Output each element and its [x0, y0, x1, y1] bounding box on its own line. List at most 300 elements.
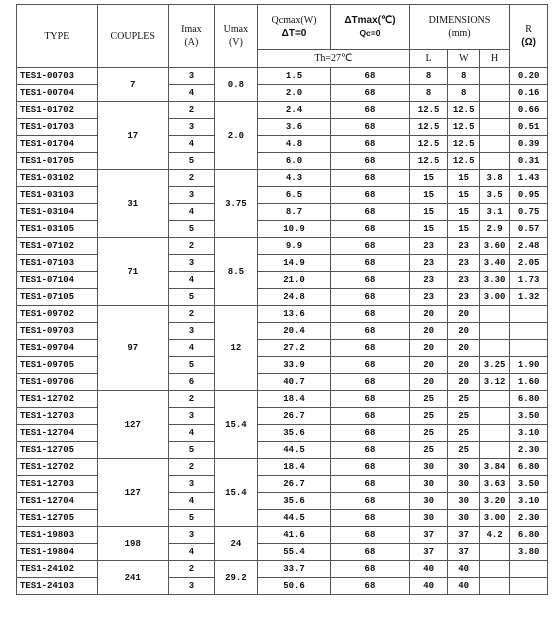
r-cell — [510, 323, 548, 340]
qcmax-cell: 10.9 — [257, 221, 330, 238]
imax-cell: 2 — [168, 306, 214, 323]
table-row — [17, 476, 548, 493]
dim-h-cell — [479, 85, 509, 102]
qcmax-cell: 50.6 — [257, 578, 330, 595]
r-cell: 2.05 — [510, 255, 548, 272]
dim-l-cell: 40 — [409, 578, 448, 595]
table-row — [17, 357, 548, 374]
imax-cell: 4 — [168, 340, 214, 357]
dim-w-cell: 15 — [448, 187, 479, 204]
table-row — [17, 527, 548, 544]
table-row — [17, 289, 548, 306]
dtmax-cell: 68 — [331, 340, 410, 357]
qcmax-cell: 44.5 — [257, 442, 330, 459]
dim-w-cell: 12.5 — [448, 153, 479, 170]
umax-cell: 2.0 — [214, 102, 257, 170]
umax-cell: 24 — [214, 527, 257, 561]
table-row — [17, 306, 548, 323]
umax-cell: 8.5 — [214, 238, 257, 306]
dim-l-cell: 15 — [409, 221, 448, 238]
table-row — [17, 459, 548, 476]
table-row — [17, 510, 548, 527]
type-cell: TES1-12703 — [17, 476, 98, 493]
table-header — [17, 5, 548, 68]
qcmax-cell: 3.6 — [257, 119, 330, 136]
type-cell: TES1-01703 — [17, 119, 98, 136]
dim-w-cell: 25 — [448, 391, 479, 408]
dtmax-cell: 68 — [331, 510, 410, 527]
r-header: R (Ω) — [510, 5, 548, 68]
type-cell: TES1-12702 — [17, 459, 98, 476]
umax-cell: 15.4 — [214, 459, 257, 527]
dim-h-cell — [479, 119, 509, 136]
type-cell: TES1-09702 — [17, 306, 98, 323]
dim-l-cell: 23 — [409, 272, 448, 289]
type-cell: TES1-12703 — [17, 408, 98, 425]
r-cell: 0.95 — [510, 187, 548, 204]
dim-h-cell: 3.30 — [479, 272, 509, 289]
qcmax-cell: 18.4 — [257, 391, 330, 408]
dim-h-cell: 3.1 — [479, 204, 509, 221]
qcmax-cell: 40.7 — [257, 374, 330, 391]
dim-w-cell: 23 — [448, 255, 479, 272]
couples-cell: 31 — [97, 170, 168, 238]
dtmax-cell: 68 — [331, 85, 410, 102]
dim-l-cell: 15 — [409, 187, 448, 204]
table-row — [17, 221, 548, 238]
dtmax-cell: 68 — [331, 425, 410, 442]
dim-w-cell: 25 — [448, 408, 479, 425]
umax-cell: 3.75 — [214, 170, 257, 238]
couples-header: COUPLES — [97, 5, 168, 68]
dtmax-cell: 68 — [331, 204, 410, 221]
r-cell: 3.10 — [510, 493, 548, 510]
imax-cell: 5 — [168, 442, 214, 459]
table-row — [17, 170, 548, 187]
r-cell: 2.30 — [510, 510, 548, 527]
couples-cell: 241 — [97, 561, 168, 595]
type-cell: TES1-09706 — [17, 374, 98, 391]
table-row — [17, 102, 548, 119]
dtmax-cell: 68 — [331, 527, 410, 544]
type-cell: TES1-19803 — [17, 527, 98, 544]
dim-w-cell: 12.5 — [448, 119, 479, 136]
dim-l-cell: 25 — [409, 408, 448, 425]
dim-l-cell: 23 — [409, 255, 448, 272]
dim-w-cell: 40 — [448, 578, 479, 595]
dim-h-cell: 3.8 — [479, 170, 509, 187]
qcmax-cell: 1.5 — [257, 68, 330, 85]
r-cell: 0.31 — [510, 153, 548, 170]
dim-h-cell — [479, 578, 509, 595]
dim-h-cell: 3.20 — [479, 493, 509, 510]
dim-w-cell: 15 — [448, 170, 479, 187]
dim-l-cell: 30 — [409, 493, 448, 510]
imax-cell: 5 — [168, 221, 214, 238]
dim-h-cell: 3.00 — [479, 289, 509, 306]
qcmax-cell: 20.4 — [257, 323, 330, 340]
spec-table — [16, 4, 548, 595]
imax-cell: 4 — [168, 493, 214, 510]
r-cell: 1.90 — [510, 357, 548, 374]
dim-h-cell: 3.12 — [479, 374, 509, 391]
imax-cell: 2 — [168, 459, 214, 476]
dtmax-cell: 68 — [331, 68, 410, 85]
dim-h-cell: 3.84 — [479, 459, 509, 476]
dtmax-cell: 68 — [331, 306, 410, 323]
dim-l-cell: 37 — [409, 544, 448, 561]
table-row — [17, 578, 548, 595]
imax-cell: 4 — [168, 136, 214, 153]
dtmax-cell: 68 — [331, 459, 410, 476]
r-cell: 3.50 — [510, 408, 548, 425]
dim-h-cell — [479, 408, 509, 425]
couples-cell: 7 — [97, 68, 168, 102]
dim-w-cell: 20 — [448, 323, 479, 340]
table-row — [17, 442, 548, 459]
dim-l-cell: 25 — [409, 391, 448, 408]
dim-w-cell: 30 — [448, 459, 479, 476]
imax-cell: 3 — [168, 527, 214, 544]
qcmax-cell: 6.0 — [257, 153, 330, 170]
type-cell: TES1-03102 — [17, 170, 98, 187]
qcmax-cell: 26.7 — [257, 476, 330, 493]
r-cell: 1.32 — [510, 289, 548, 306]
dtmax-cell: 68 — [331, 187, 410, 204]
dtmax-header: ΔTmax(℃) Qc=0 — [331, 5, 410, 50]
dim-l-cell: 23 — [409, 289, 448, 306]
type-cell: TES1-03105 — [17, 221, 98, 238]
imax-cell: 5 — [168, 153, 214, 170]
qcmax-cell: 6.5 — [257, 187, 330, 204]
r-cell: 0.75 — [510, 204, 548, 221]
r-cell — [510, 306, 548, 323]
dim-w-cell: 20 — [448, 374, 479, 391]
r-cell: 0.39 — [510, 136, 548, 153]
umax-cell: 12 — [214, 306, 257, 391]
dim-w-cell: 37 — [448, 527, 479, 544]
dim-l-cell: 30 — [409, 510, 448, 527]
dim-w-cell: 15 — [448, 221, 479, 238]
dim-h-cell — [479, 68, 509, 85]
imax-cell: 3 — [168, 323, 214, 340]
dim-h-cell — [479, 544, 509, 561]
imax-cell: 3 — [168, 119, 214, 136]
type-cell: TES1-07104 — [17, 272, 98, 289]
dim-w-cell: 37 — [448, 544, 479, 561]
qcmax-cell: 4.3 — [257, 170, 330, 187]
imax-cell: 3 — [168, 68, 214, 85]
imax-cell: 3 — [168, 476, 214, 493]
dim-h-cell: 3.60 — [479, 238, 509, 255]
imax-cell: 4 — [168, 272, 214, 289]
dim-w-cell: 30 — [448, 510, 479, 527]
r-cell: 1.60 — [510, 374, 548, 391]
qcmax-cell: 8.7 — [257, 204, 330, 221]
r-cell: 6.80 — [510, 527, 548, 544]
table-row — [17, 204, 548, 221]
dim-l-cell: 25 — [409, 425, 448, 442]
r-cell: 6.80 — [510, 459, 548, 476]
table-row — [17, 255, 548, 272]
dtmax-cell: 68 — [331, 170, 410, 187]
type-cell: TES1-24102 — [17, 561, 98, 578]
dim-l-cell: 20 — [409, 357, 448, 374]
table-row — [17, 238, 548, 255]
type-cell: TES1-03103 — [17, 187, 98, 204]
couples-cell: 127 — [97, 459, 168, 527]
dim-h-cell: 2.9 — [479, 221, 509, 238]
umax-header: Umax (V) — [214, 5, 257, 68]
type-cell: TES1-12705 — [17, 442, 98, 459]
dim-h-cell: 3.25 — [479, 357, 509, 374]
dim-w-cell: 30 — [448, 493, 479, 510]
imax-cell: 5 — [168, 289, 214, 306]
table-row — [17, 391, 548, 408]
dtmax-cell: 68 — [331, 578, 410, 595]
dim-l-cell: 20 — [409, 306, 448, 323]
type-cell: TES1-01702 — [17, 102, 98, 119]
dim-w-cell: 15 — [448, 204, 479, 221]
imax-cell: 6 — [168, 374, 214, 391]
dim-w-cell: 8 — [448, 68, 479, 85]
dim-w-cell: 25 — [448, 425, 479, 442]
qcmax-cell: 33.7 — [257, 561, 330, 578]
dtmax-cell: 68 — [331, 442, 410, 459]
dtmax-cell: 68 — [331, 289, 410, 306]
type-cell: TES1-12704 — [17, 425, 98, 442]
dim-l-cell: 30 — [409, 476, 448, 493]
type-cell: TES1-07103 — [17, 255, 98, 272]
r-cell: 1.73 — [510, 272, 548, 289]
dim-h-cell — [479, 306, 509, 323]
dtmax-cell: 68 — [331, 561, 410, 578]
imax-cell: 2 — [168, 238, 214, 255]
r-cell: 0.66 — [510, 102, 548, 119]
imax-cell: 5 — [168, 357, 214, 374]
imax-cell: 4 — [168, 204, 214, 221]
r-cell: 2.48 — [510, 238, 548, 255]
dim-w-cell: 23 — [448, 289, 479, 306]
dim-l-cell: 20 — [409, 340, 448, 357]
table-row — [17, 374, 548, 391]
dtmax-cell: 68 — [331, 136, 410, 153]
dim-h-cell — [479, 102, 509, 119]
dim-w-cell: 30 — [448, 476, 479, 493]
dimensions-header: DIMENSIONS (mm) — [409, 5, 510, 50]
type-cell: TES1-12705 — [17, 510, 98, 527]
umax-cell: 0.8 — [214, 68, 257, 102]
type-cell: TES1-00703 — [17, 68, 98, 85]
dim-l-cell: 12.5 — [409, 119, 448, 136]
dim-h-cell: 3.5 — [479, 187, 509, 204]
type-cell: TES1-07102 — [17, 238, 98, 255]
type-cell: TES1-07105 — [17, 289, 98, 306]
dim-w-cell: 23 — [448, 272, 479, 289]
qcmax-cell: 14.9 — [257, 255, 330, 272]
r-cell: 0.51 — [510, 119, 548, 136]
table-row — [17, 68, 548, 85]
imax-cell: 4 — [168, 85, 214, 102]
dim-l-cell: 30 — [409, 459, 448, 476]
type-cell: TES1-12704 — [17, 493, 98, 510]
type-cell: TES1-00704 — [17, 85, 98, 102]
dtmax-cell: 68 — [331, 493, 410, 510]
dtmax-cell: 68 — [331, 476, 410, 493]
dim-h-cell: 3.40 — [479, 255, 509, 272]
dim-w-cell: 8 — [448, 85, 479, 102]
qcmax-cell: 35.6 — [257, 493, 330, 510]
type-cell: TES1-12702 — [17, 391, 98, 408]
dim-w-cell: 40 — [448, 561, 479, 578]
dtmax-cell: 68 — [331, 238, 410, 255]
dim-l-cell: 8 — [409, 85, 448, 102]
dim-h-cell: 3.00 — [479, 510, 509, 527]
type-cell: TES1-09704 — [17, 340, 98, 357]
dim-l-cell: 12.5 — [409, 102, 448, 119]
imax-cell: 4 — [168, 425, 214, 442]
qcmax-header: Qcmax(W) ΔT=0 — [257, 5, 330, 50]
umax-cell: 15.4 — [214, 391, 257, 459]
qcmax-cell: 18.4 — [257, 459, 330, 476]
dtmax-cell: 68 — [331, 391, 410, 408]
couples-cell: 198 — [97, 527, 168, 561]
imax-header: Imax (A) — [168, 5, 214, 68]
qcmax-cell: 21.0 — [257, 272, 330, 289]
dim-h-cell — [479, 136, 509, 153]
dim-l-cell: 25 — [409, 442, 448, 459]
dim-w-cell: 20 — [448, 340, 479, 357]
qcmax-cell: 35.6 — [257, 425, 330, 442]
table-row — [17, 561, 548, 578]
dtmax-cell: 68 — [331, 272, 410, 289]
r-cell: 3.10 — [510, 425, 548, 442]
couples-cell: 71 — [97, 238, 168, 306]
imax-cell: 5 — [168, 510, 214, 527]
r-cell — [510, 561, 548, 578]
dim-l-cell: 37 — [409, 527, 448, 544]
r-cell: 0.57 — [510, 221, 548, 238]
dim-h-cell: 4.2 — [479, 527, 509, 544]
r-cell: 0.20 — [510, 68, 548, 85]
dim-l-cell: 15 — [409, 204, 448, 221]
dtmax-cell: 68 — [331, 119, 410, 136]
qcmax-cell: 4.8 — [257, 136, 330, 153]
type-cell: TES1-01704 — [17, 136, 98, 153]
dim-h-cell — [479, 340, 509, 357]
r-cell — [510, 340, 548, 357]
imax-cell: 3 — [168, 187, 214, 204]
dtmax-cell: 68 — [331, 544, 410, 561]
table-row — [17, 187, 548, 204]
r-cell: 2.30 — [510, 442, 548, 459]
qcmax-cell: 13.6 — [257, 306, 330, 323]
dtmax-cell: 68 — [331, 153, 410, 170]
dim-l-cell: 20 — [409, 374, 448, 391]
dim-l-cell: 23 — [409, 238, 448, 255]
r-cell: 3.50 — [510, 476, 548, 493]
imax-cell: 3 — [168, 255, 214, 272]
r-cell — [510, 578, 548, 595]
dim-w-cell: 20 — [448, 306, 479, 323]
table-body — [17, 68, 548, 595]
imax-cell: 2 — [168, 561, 214, 578]
table-row — [17, 408, 548, 425]
dim-h-header: H — [479, 50, 509, 68]
qcmax-cell: 9.9 — [257, 238, 330, 255]
dim-w-cell: 20 — [448, 357, 479, 374]
qcmax-cell: 41.6 — [257, 527, 330, 544]
imax-cell: 2 — [168, 170, 214, 187]
qcmax-cell: 27.2 — [257, 340, 330, 357]
dim-w-cell: 12.5 — [448, 102, 479, 119]
table-row — [17, 425, 548, 442]
dim-l-cell: 20 — [409, 323, 448, 340]
qcmax-cell: 26.7 — [257, 408, 330, 425]
dim-l-cell: 15 — [409, 170, 448, 187]
dtmax-cell: 68 — [331, 323, 410, 340]
dim-w-cell: 12.5 — [448, 136, 479, 153]
type-header: TYPE — [17, 5, 98, 68]
table-row — [17, 272, 548, 289]
dtmax-cell: 68 — [331, 374, 410, 391]
dtmax-cell: 68 — [331, 255, 410, 272]
couples-cell: 127 — [97, 391, 168, 459]
imax-cell: 4 — [168, 544, 214, 561]
r-cell: 1.43 — [510, 170, 548, 187]
th-condition: Th=27℃ — [257, 50, 409, 68]
type-cell: TES1-09703 — [17, 323, 98, 340]
qcmax-cell: 2.0 — [257, 85, 330, 102]
couples-cell: 17 — [97, 102, 168, 170]
table-row — [17, 340, 548, 357]
dim-w-cell: 23 — [448, 238, 479, 255]
dim-h-cell — [479, 425, 509, 442]
qcmax-cell: 33.9 — [257, 357, 330, 374]
table-row — [17, 323, 548, 340]
table-row — [17, 85, 548, 102]
table-row — [17, 153, 548, 170]
table-row — [17, 544, 548, 561]
qcmax-cell: 55.4 — [257, 544, 330, 561]
qcmax-cell: 44.5 — [257, 510, 330, 527]
imax-cell: 3 — [168, 408, 214, 425]
dtmax-cell: 68 — [331, 102, 410, 119]
dim-l-header: L — [409, 50, 448, 68]
type-cell: TES1-03104 — [17, 204, 98, 221]
dim-w-header: W — [448, 50, 479, 68]
dim-l-cell: 12.5 — [409, 136, 448, 153]
qcmax-cell: 2.4 — [257, 102, 330, 119]
r-cell: 6.80 — [510, 391, 548, 408]
qcmax-cell: 24.8 — [257, 289, 330, 306]
type-cell: TES1-01705 — [17, 153, 98, 170]
couples-cell: 97 — [97, 306, 168, 391]
dim-h-cell — [479, 323, 509, 340]
type-cell: TES1-19804 — [17, 544, 98, 561]
imax-cell: 3 — [168, 578, 214, 595]
imax-cell: 2 — [168, 102, 214, 119]
dim-h-cell — [479, 153, 509, 170]
dim-h-cell — [479, 391, 509, 408]
dtmax-cell: 68 — [331, 408, 410, 425]
imax-cell: 2 — [168, 391, 214, 408]
type-cell: TES1-24103 — [17, 578, 98, 595]
dtmax-cell: 68 — [331, 221, 410, 238]
umax-cell: 29.2 — [214, 561, 257, 595]
dim-l-cell: 8 — [409, 68, 448, 85]
table-row — [17, 136, 548, 153]
